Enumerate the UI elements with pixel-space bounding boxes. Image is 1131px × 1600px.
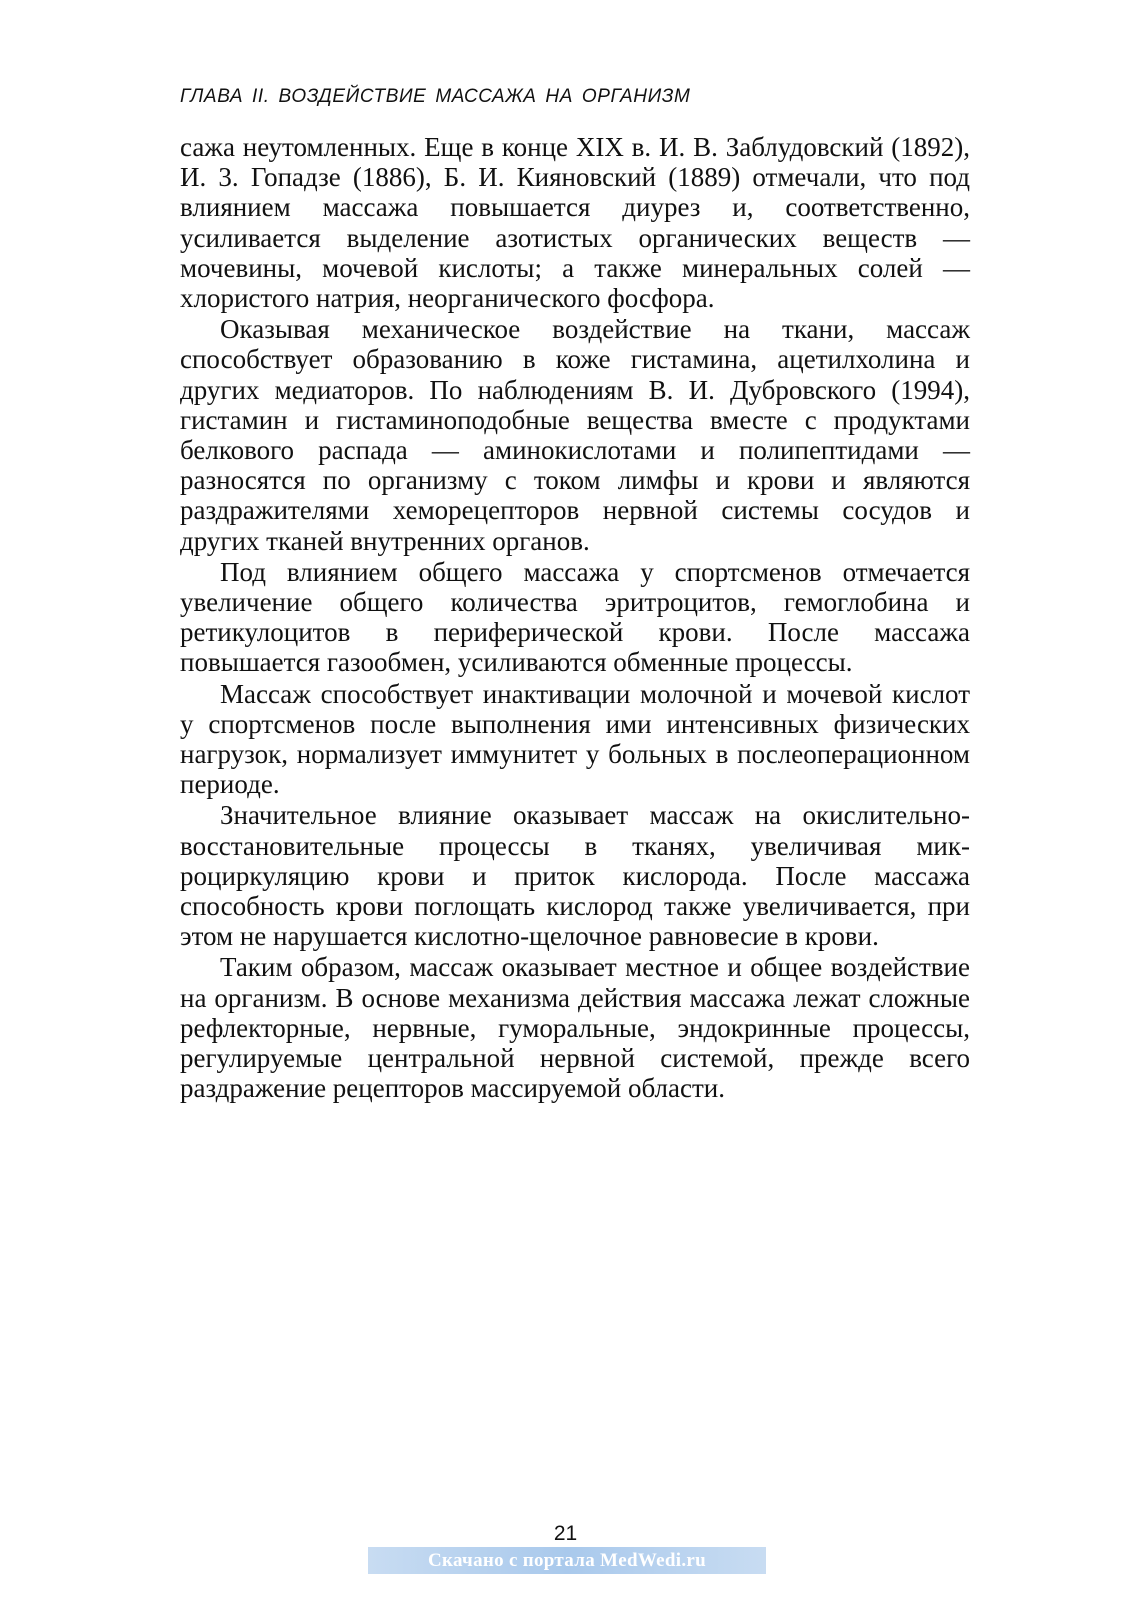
watermark-banner: [368, 1547, 766, 1574]
paragraph-blood-count: Под влиянием общего массажа у спортсменов отмечается увеличение общего количества эритроцитов, гемоглобина и ретикулоцитов в периферической крови. После массажа повышается газообмен, усиливаются обменные процессы.: [180, 556, 970, 678]
paragraph-histamine: Оказывая механическое воздействие на ткани, массаж способствует образованию в коже гистамина, ацетилхолина и других медиаторов. По наблюдениям В. И. Дубровского (1994), гистамин и гистаминоподобные вещества вместе с продуктами белкового распада — аминокислотами и полипептидами — разносятся по организму с током лимфы и крови и являются раздражителями хеморецепторов нервной системы сосудов и других тканей внутренних органов.: [180, 314, 970, 556]
paragraph-conclusion: Таким образом, массаж оказывает местное и общее воздействие на организм. В основе механизма действия массажа лежат сложные рефлекторные, нервные, гуморальные, эндокринные процессы, регулируемые центральной нервной системой, прежде всего раздражение рецепторов массируемой области.: [180, 952, 970, 1104]
page-number: 21: [553, 1522, 578, 1545]
body-text: [180, 132, 970, 1105]
paragraph-lactic-acid: Массаж способствует инактивации молочной и мочевой кислот у спортсменов после выполнения ими интенсивных физических нагрузок, нормализует иммунитет у больных в послеоперационном периоде.: [180, 678, 970, 800]
paragraph-continuation: сажа неутомленных. Еще в конце XIX в. И. В. Заблудовский (1892), И. 3. Гопадзе (1886), Б. И. Кияновский (1889) отмечали, что под влиянием массажа повышается диурез и, соответственно, усиливается выделение азотистых органических веществ — мочевины, мочевой кислоты; а также минеральных солей — хлористого натрия, неорганического фосфора.: [180, 132, 970, 314]
running-header: ГЛАВА II. ВОЗДЕЙСТВИЕ МАССАЖА НА ОРГАНИЗМ: [180, 86, 691, 107]
watermark-text: Скачано с портала MedWedi.ru: [428, 1549, 706, 1571]
paragraph-oxidation: Значительное влияние оказывает массаж на окислительно-восстановительные процессы в тканях, увеличивая микроциркуляцию крови и приток кислорода. После массажа способность крови поглощать кислород также увеличивается, при этом не нарушается кислотно-щелочное равновесие в крови.: [180, 800, 970, 952]
